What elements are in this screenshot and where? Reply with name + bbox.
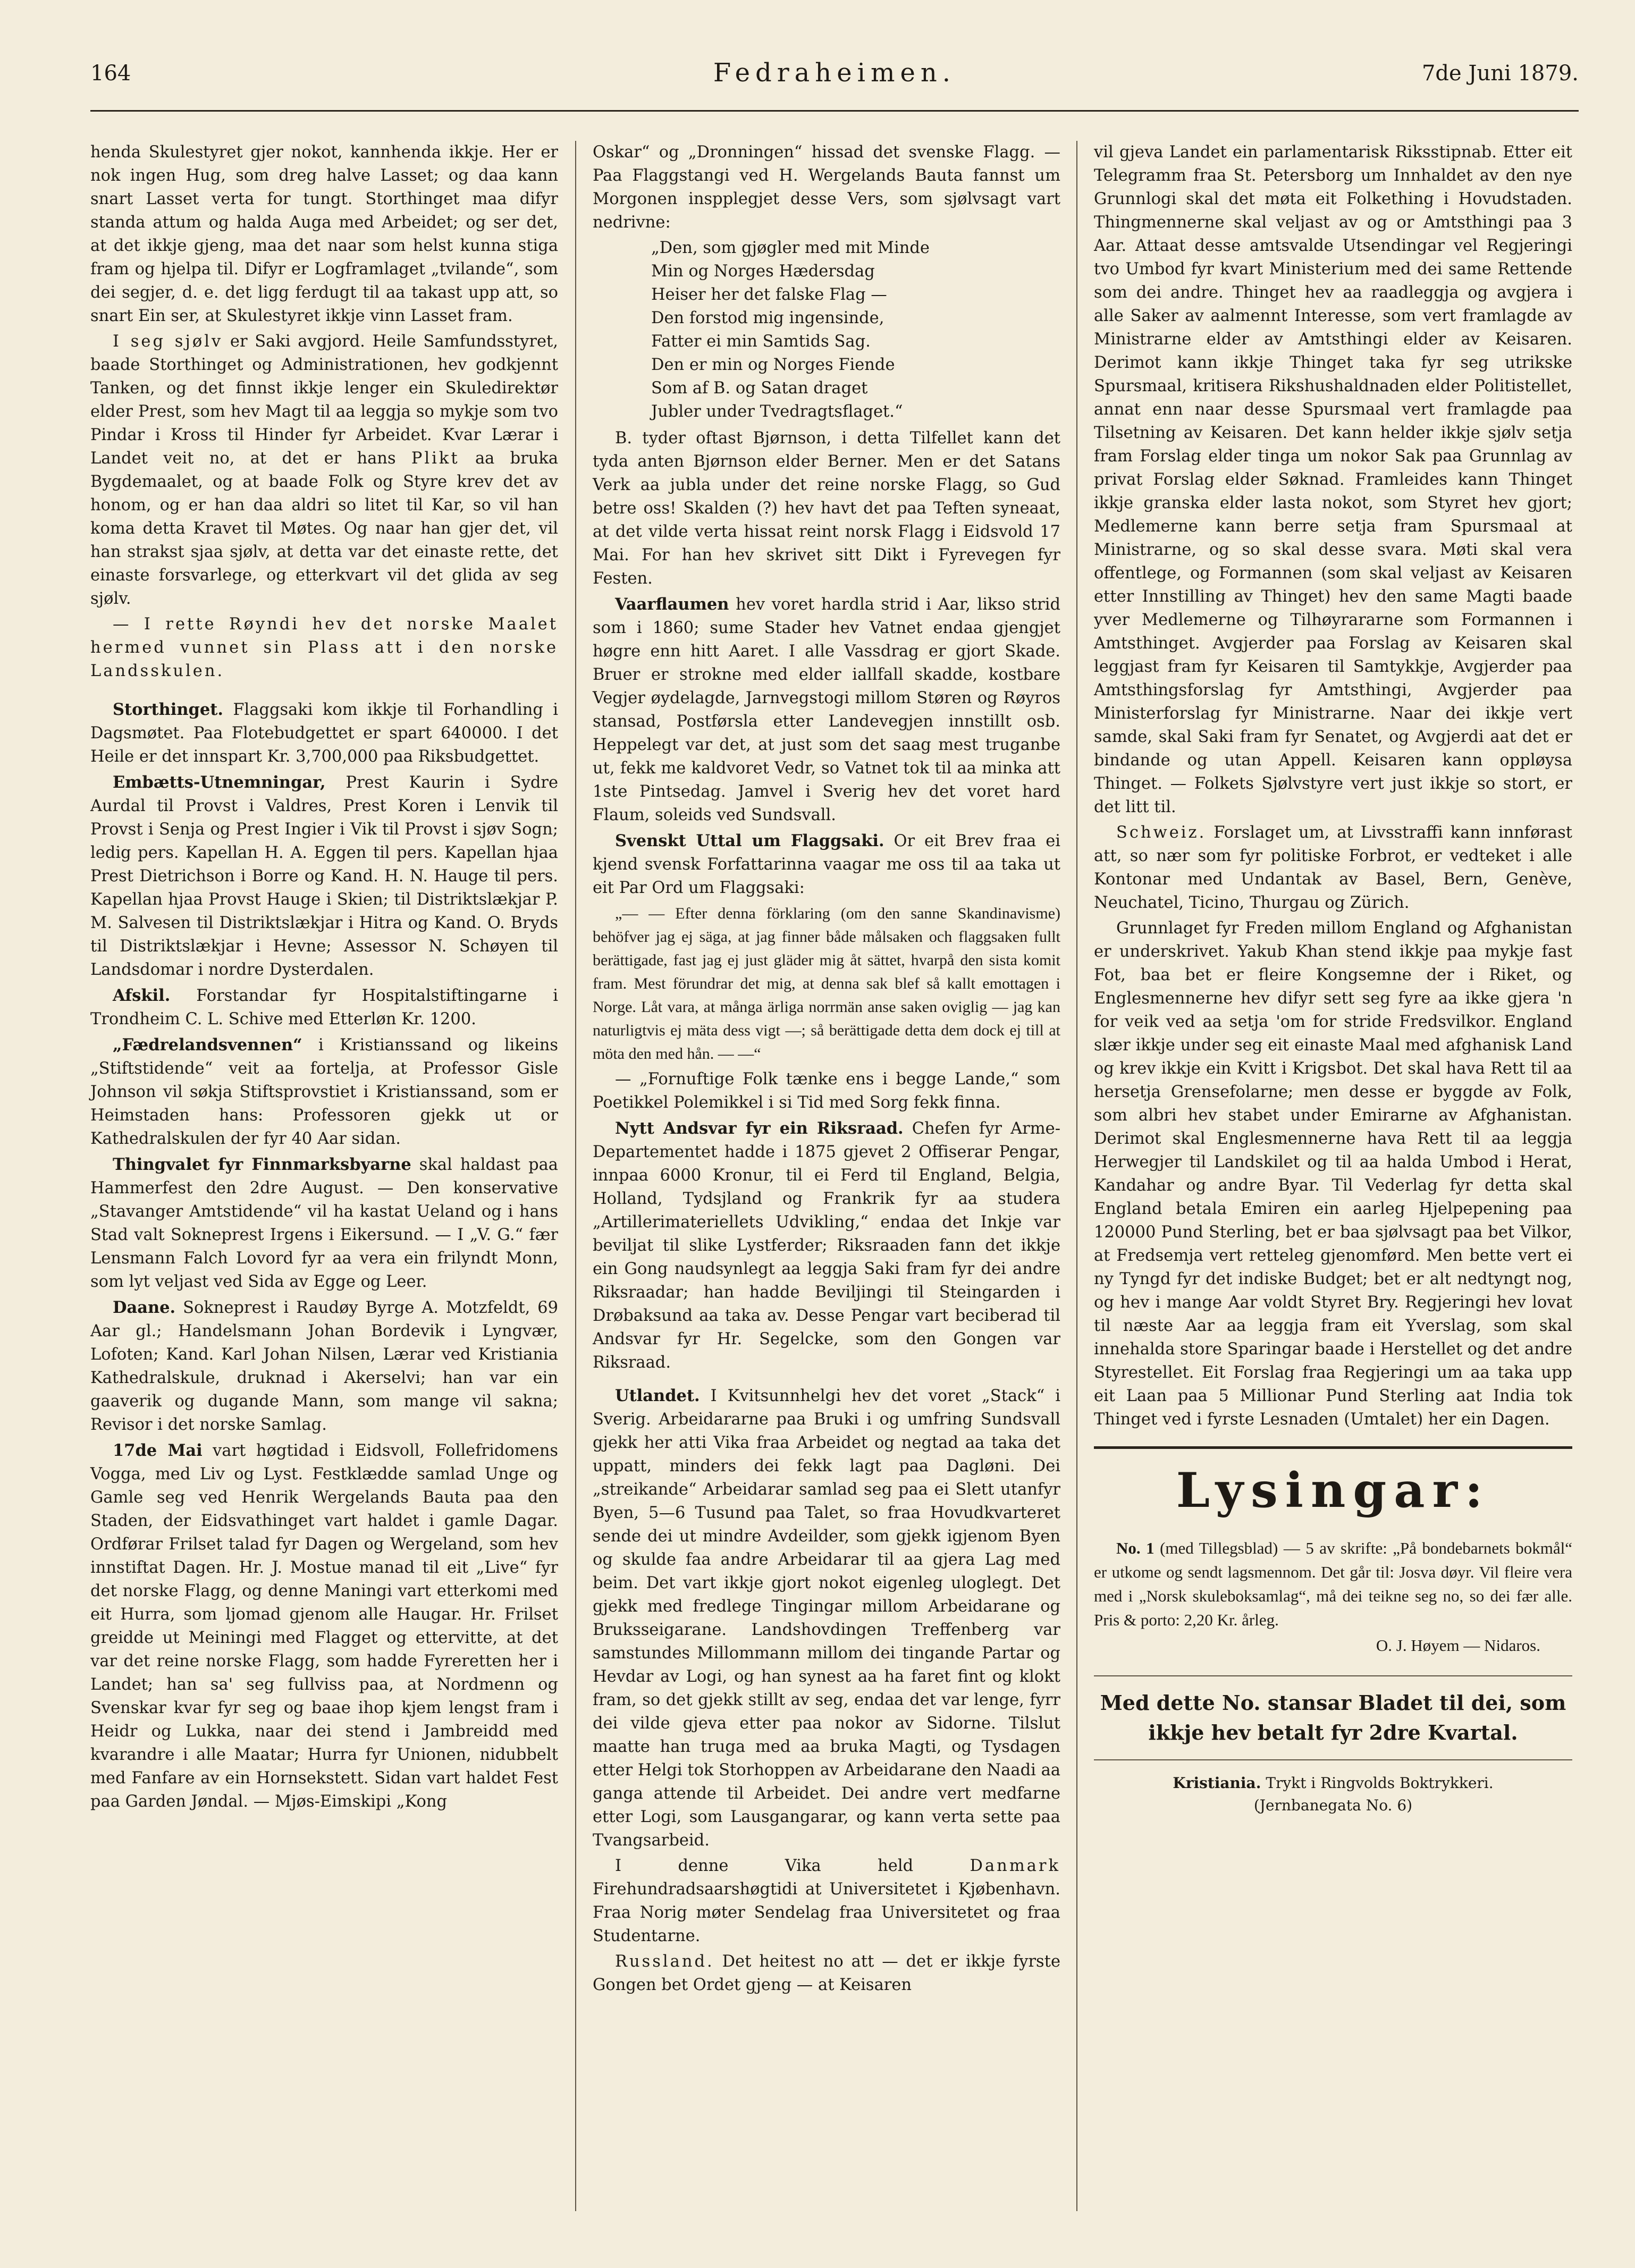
- column-1: [90, 141, 558, 1816]
- header-rule: [90, 110, 1579, 112]
- news-item-retirement: Afskil. Forstandar fyr Hospitalstiftingarne i Trondheim C. L. Schive med Etterløn Kr. 1200.: [90, 986, 558, 1028]
- section-rule: [1094, 1675, 1572, 1676]
- newspaper-page: [90, 50, 1579, 2230]
- article-paragraph: Oskar“ og „Dronningen“ hissad det svenske Flagg. — Paa Flaggstangi ved H. Wergelands Bauta fannst um Morgonen inspplegjet desse Vers, som sjølvsagt vart nedrivne:: [593, 143, 1060, 232]
- news-item-flood: Vaarflaumen hev voret hardla strid i Aar, likso strid som i 1860; sume Stader hev Vatnet endaa gjengjet høgre enn hitt Aaret. I alle Vassdrag er gjort Skade. Bruer er strokne med elder iallfall skadde, kostbare Vegjer øydelagde, Jarnvegstogi millom Støren og Røyros stansad, Postførsla etter Landevegjen innstillt osb. Heppelegt var det, at just som det saag mest truganbe ut, fekk me kaldvoret Vedr, so Vatnet tok til aa minka att 1ste Pintsedag. Jamvel i Sverig hev det voret hard Flaum, soleids ved Sundsvall.: [593, 595, 1060, 824]
- article-paragraph: vil gjeva Landet ein parlamentarisk Riksstipnab. Etter eit Telegramm fraa St. Petersborg um Innhaldet av den nye Grunnlogi skal det møta eit Folkething i Hovudstaden. Thingmennerne skal veljast av og or Amtsthingi paa 3 Aar. Attaat desse amtsvalde Utsendingar vel Regjeringi tvo Umbod fyr kvart Ministerium med dei same Rettende som dei andre. Thinget hev aa raadleggja og avgjera i alle Saker av aalmennt Interesse, som vert framlagde av Ministrarne elder av Amtsthingi elder av Keisaren. Derimot kann ikkje Thinget taka fyr seg utrikske Spursmaal, kritisera Rikshushaldnaden elder Politistellet, annat enn naar desse Spursmaal vert framlagde paa Tilsetning av Keisaren. Det kann helder ikkje sjølv setja fram Forslag elder tinga um nokor Sak paa Grunnlag av privat Forslag elder Søknad. Framleides kann Thinget ikkje granska elder lasta nokot, som Styret hev gjort; Medlemerne kann berre setja fram Spursmaal at Ministrarne, og so skal desse svara. Møti skal vera offentlege, og Formannen (som skal veljast av Keisaren etter Innstilling av Thinget) hev den same Magti baade yver Medlemerne og Tilhøyrararne som Formannen i Amtsthinget. Avgjerder paa Forslag av Keisaren skal leggjast fram fyr Keisaren til Samtykkje, Avgjerder paa Amtsthingsforslag fyr Amtsthingi, Avgjerder paa Ministerforslag fyr Ministrarne. Naar dei ikkje vert samde, skal Saki fram fyr Senatet, og Avgjerdi aat det er bindande og utan Appell. Keisaren kann oppløysa Thinget. — Folkets Sjølvstyre vert just ikkje so stort, er det litt til.: [1094, 143, 1572, 816]
- advertisement: No. 1 (med Tillegsblad) — 5 av skrifte: „På bondebarnets bokmål“ er utkome og sendt lagsmennom. Det går til: Josva døyr. Vil fleire vera med i „Norsk skuleboksamlag“, må dei teikne seg no, so dei fær alle. Pris & porto: 2,20 Kr. årleg.: [1094, 1539, 1573, 1629]
- news-item-abroad: Utlandet. I Kvitsunnhelgi hev det voret „Stack“ i Sverig. Arbeidararne paa Bruki i og umfring Sundsvall gjekk her atti Vika fraa Arbeidet og negtad aa taka det uppatt, minders dei fekk lagt paa Dagløni. Dei „streikande“ Arbeidarar samlad seg paa ei Slett utanfyr Byen, 5—6 Tusund paa Talet, so fraa Hovudkvarteret sende dei ut mindre Avdeilder, som gjekk igjenom Byen og skulde faa andre Arbeidarar til aa gjera Lag med beim. Det vart ikkje gjort nokot eigenleg uloglegt. Det gjekk med fredlege Tingingar millom Arbeidarane og Bruksseigarane. Landshovdingen Treffenberg var samstundes Millommann millom dei tingande Partar og Hevdar av Logi, og han synest aa ha faret fint og klokt fram, so det gjekk stillt av seg, endaa det var lenge, fyrr dei vilde gjeva etter paa nokor av Sidorne. Tilslut maatte han truga med aa bruka Magti, og Tysdagen etter Helgi tok Storhoppen av Arbeidarane den Naadi aa ganga attende til Arbeidet. Dei andre vert medfarne etter Logi, som Lausgangarar, og kann verta sette paa Tvangsarbeid.: [593, 1386, 1060, 1850]
- poem-line: Den forstod mig ingensinde,: [651, 309, 884, 327]
- masthead-title: Fedraheimen.: [713, 58, 956, 88]
- poem-line: Jubler under Tvedragtsflaget.“: [651, 402, 903, 421]
- poem-line: „Den, som gjøgler med mit Minde: [651, 239, 930, 257]
- news-item-swedish-opinion: Svenskt Uttal um Flaggsaki. Or eit Brev fraa ei kjend svensk Forfattarinna vaagar me oss til aa taka ut eit Par Ord um Flaggsaki:: [593, 831, 1061, 897]
- poem-line: Fatter ei min Samtids Sag.: [651, 332, 871, 351]
- page-number: 164: [90, 61, 131, 86]
- advertisements-heading: Lysingar:: [1176, 1462, 1490, 1519]
- article-paragraph: I seg sjølv er Saki avgjord. Heile Samfundsstyret, baade Storthinget og Administrationen, hev godkjennt Tanken, og det finnst ikkje lenger ein Skuledirektør elder Prest, som hev Magt til aa leggja so mykje som tvo Pindar i Kross til Hinder fyr Arbeidet. Kvar Lærar i Landet veit no, at det er hans Plikt aa bruka Bygdemaalet, og at baade Folk og Styre krev det av honom, og er han daa aldri so litet til Kar, so vil han koma detta Kravet til Møtes. Og naar han gjer det, vil han strakst sjaa sjølv, at detta var det einaste rette, det einaste forsvarlege, og etterkvart vil det glida av seg sjølv.: [90, 332, 559, 608]
- article-paragraph: henda Skulestyret gjer nokot, kannhenda ikkje. Her er nok ingen Hug, som dreg halve Lasset; og daa kann snart Lasset verta for tungt. Storthinget maa difyr standa attum og halda Auga med Arbeidet; og ser det, at det ikkje gjeng, maa det naar som helst kunna stiga fram og hjelpa til. Difyr er Logframlaget „tvilande“, som dei segjer, d. e. det ligg ferdugt til aa takast upp att, so snart Ein ser, at Skulestyret ikkje vinn Lasset fram.: [90, 143, 558, 325]
- news-item-election: Thingvalet fyr Finnmarksbyarne skal haldast paa Hammerfest den 2dre August. — Den konservative „Stavanger Amtstidende“ vil ha kastat Ueland og i hans Stad valt Sokneprest Irgens i Eikersund. — I „V. G.“ fær Lensmann Falch Lovord fyr aa vera ein frilyndt Monn, som lyt veljast ved Sida av Egge og Leer.: [90, 1155, 558, 1291]
- news-item-russia: Russland. Det heitest no att — det er ikkje fyrste Gongen bet Ordet gjeng — at Keisaren: [593, 1952, 1060, 1994]
- poem-line: Som af B. og Satan draget: [651, 379, 868, 398]
- news-item-afghanistan: Grunnlaget fyr Freden millom England og Afghanistan er underskrivet. Yakub Khan stend ikkje paa mykje fast Fot, baa bet er fleire Kongsemne der i Riket, og Englesmennerne hev difyr sett seg fyre aa ikke gjera 'n for veik ved aa setja 'om for stride Fredsvilkor. England slær ikkje under seg eit einaste Maal med afghanisk Land og krev ikkje ein Kvitt i Krigsbot. Det skal hava Rett til aa hersetja Grensefolarne; men desse er byggde av Folk, som albri hev stabet under Emirarne av Afghanistan. Derimot skal Englesmennerne hava Rett til aa leggja Herwegjer til Landskilet og til aa halda Umbod i Herat, Kandahar og andre Byar. Til Vederlag fyr detta skal England betala Emiren ein aarleg Hjelpepening paa 120000 Pund Sterling, bet er baa sjølvsagt paa bet Vilkor, at Fredsemja vert retteleg gjenomførd. Men bette vert ei ny Tyngd fyr det indiske Budget; bet er alt nedtyngt nog, og hev i mange Aar voldt Styret Bry. Regjeringi hev lovat til næste Aar aa leggja fram eit Yverslag, som skal innehalda store Sparingar baade i Herstellet og det andre Styrestellet. Eit Forslag fraa Regjeringi um aa taka upp eit Laan paa 5 Millionar Pund Sterling aat India tok Thinget ved i fyrste Lesnaden (Umtalet) her ein Dagen.: [1094, 919, 1572, 1429]
- column-divider: [1076, 141, 1077, 2211]
- column-divider: [575, 141, 576, 2211]
- news-item-denmark: I denne Vika held Danmark Firehundradsaarshøgtidi at Universitetet i Kjøbenhavn. Fraa Norig møter Sendelag fraa Universitetet og fraa Studentarne.: [593, 1857, 1060, 1945]
- section-rule: [1094, 1446, 1572, 1449]
- news-item-switzerland: Schweiz. Forslaget um, at Livsstraffi kann innførast att, so nær som fyr politiske Forbrot, er vedteket i alle Kontonar med Undantak av Basel, Bern, Genève, Neuchatel, Ticino, Thurgau og Zürich.: [1094, 823, 1572, 912]
- poem: [651, 237, 1060, 424]
- advertisement-signature: O. J. Høyem — Nidaros.: [1376, 1636, 1540, 1655]
- news-item-storthinget: Storthinget. Flaggsaki kom ikkje til Forhandling i Dagsmøtet. Paa Flotebudgettet er spart 640000. I det Heile er det innspart Kr. 3,700,000 paa Riksbudgettet.: [90, 700, 558, 766]
- subscription-notice: Med dette No. stansar Bladet til dei, som ikkje hev betalt fyr 2dre Kvartal.: [1100, 1691, 1566, 1744]
- news-item-appointments: Embætts-Utnemningar, Prest Kaurin i Sydre Aurdal til Provst i Valdres, Prest Koren i Lenvik til Provst i Senja og Prest Ingier i Vik til Provst i sjøv Sogn; ledig pers. Kapellan H. A. Eggen til pers. Kapellan hjaa Prest Dietrichson i Borre og Kand. H. N. Hauge til pers. Kapellan hjaa Provst Hauge i Skien; til Distriktslækjar P. M. Salvesen til Distriktslækjar i Hitra og Kand. O. Bryds til Distriktslækjar i Hevne; Assessor N. Schøyen til Landsdomar i nordre Dysterdalen.: [90, 773, 558, 979]
- poem-line: Heiser her det falske Flag —: [651, 285, 887, 304]
- article-paragraph: — I rette Røyndi hev det norske Maalet hermed vunnet sin Plass att i den norske Landsskulen.: [90, 615, 558, 680]
- issue-date: 7de Juni 1879.: [1421, 61, 1579, 86]
- printer-imprint: Kristiania. Trykt i Ringvolds Boktrykkeri.: [1173, 1774, 1494, 1792]
- article-paragraph: — „Fornuftige Folk tænke ens i begge Lande,“ som Poetikkel Polemikkel i si Tid med Sorg fekk finna.: [593, 1070, 1060, 1112]
- poem-line: Min og Norges Hædersdag: [651, 262, 875, 281]
- news-item-riksraad: Nytt Andsvar fyr ein Riksraad. Chefen fyr Arme-Departementet hadde i 1875 gjevet 2 Offiserar Pengar, innpaa 6000 Kronur, til ei Ferd til England, Belgia, Holland, Tydsjland og Frankrik fyr aa studera „Artillerimateriellets Udvikling,“ endaa det Inkje var beviljat til slike Lystferder; Riksraaden fann det ikkje ein Gong naudsynlegt aa leggja Saki fram fyr dei andre Riksraadar; han hadde Beviljingi til Steingarden i Drøbaksund aa taka av. Desse Pengar vart beciberad til Andsvar fyr Hr. Segelcke, som den Gongen var Riksraad.: [593, 1119, 1060, 1372]
- article-paragraph: B. tyder oftast Bjørnson, i detta Tilfellet kann det tyda anten Bjørnson elder Berner. Men er det Satans Verk aa jubla under det reine norske Flagg, so Gud betre oss! Skalden (?) hev havt det paa Teften syneaat, at det vilde verta hissat reint norsk Flagg i Eidsvold 17 Mai. For han hev skrivet sitt Dikt i Fyrevegen fyr Festen.: [593, 429, 1060, 588]
- poem-line: Den er min og Norges Fiende: [651, 356, 895, 374]
- printer-address: (Jernbanegata No. 6): [1253, 1797, 1413, 1814]
- swedish-quote: „— — Efter denna förklaring (om den sanne Skandinavisme) behöfver jag ej säga, at jag finner både målsaken och flaggsaken fullt berättigade, fast jag ej just gläder mig åt sättet, hvarpå den sista komit fram. Mest förundrar det mig, at denna sak blef så kallt emottagen i Norge. Låt vara, at många ärliga norrmän anse saken oviglig — jag kan naturligtvis ej mäta dess vigt —; så berättigade detta dem dock ej till at möta den med hån. — —“: [593, 905, 1060, 1063]
- news-item-faedrelandsvennen: „Fædrelandsvennen“ i Kristianssand og likeins „Stiftstidende“ veit aa fortelja, at Professor Gisle Johnson vil søkja Stiftsprovstiet i Kristianssand, som er Heimstaden hans: Professoren gjekk ut or Kathedralskulen der fyr 40 Aar sidan.: [90, 1035, 558, 1148]
- news-item-17-mai: 17de Mai vart høgtidad i Eidsvoll, Follefridomens Vogga, med Liv og Lyst. Festklædde samlad Unge og Gamle seg ved Henrik Wergelands Bauta paa den Staden, der Eidsvathinget vart haldet i gamle Dagar. Ordførar Frilset talad fyr Dagen og Wergeland, som hev innstiftat Dagen. Hr. J. Mostue manad til eit „Live“ fyr det norske Flagg, og denne Maningi vart etterkomi med eit Hurra, som ljomad gjenom alle Haugar. Hr. Frilset greidde ut Meiningi med Flagget og ettervitte, at det var det reine norske Flagg, som hadde Fyreretten her i Landet; han sa' seg fullviss paa, at Nordmenn og Svenskar kvar fyr seg og baae ihop kjem lengst fram i Heidr og Lukka, naar dei stend i Jambreidd med kvarandre i alle Maatar; Hurra fyr Unionen, nidubbelt med Fanfare av ein Hornsekstett. Sidan vart haldet Fest paa Garden Jøndal. — Mjøs-Eimskipi „Kong: [90, 1441, 558, 1811]
- page-header: [90, 50, 1579, 88]
- news-item-deaths: Daane. Sokneprest i Raudøy Byrge A. Motzfeldt, 69 Aar gl.; Handelsmann Johan Bordevik i Lyngvær, Lofoten; Kand. Karl Johan Nilsen, Lærar ved Kristiania Kathedralskule, druknad i Akerselvi; han var ein gaaverik og dugande Mann, som mange vil sakna; Revisor i det norske Samlag.: [90, 1298, 558, 1434]
- column-3: [1094, 141, 1572, 1817]
- column-2: [593, 141, 1060, 1999]
- section-rule: [1094, 1759, 1572, 1760]
